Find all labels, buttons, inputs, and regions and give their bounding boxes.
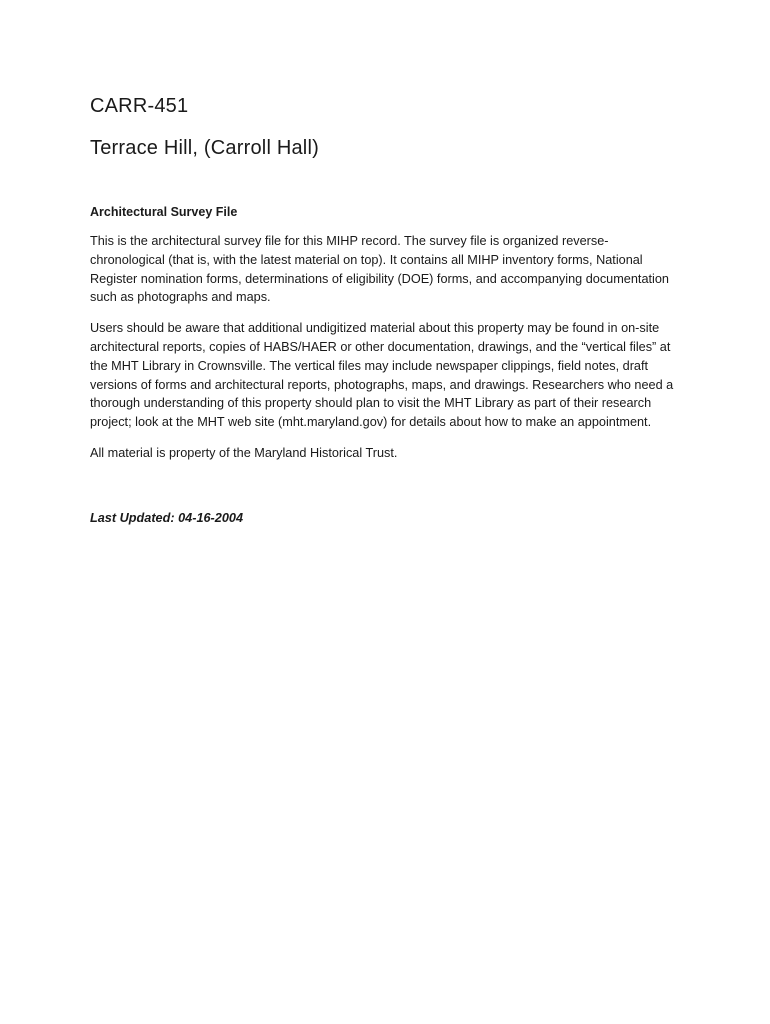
paragraph-undigitized-material-notice: Users should be aware that additional undigitized material about this property may be found in on-site architectural reports, copies of HABS/HAER or other documentation, drawings, and the “vertical files” at the MHT Library in Crownsville. The vertical files may include newspaper clippings, field notes, draft versions of forms and architectural reports, photographs, maps, and drawings. Researchers who need a thorough understanding of this property should plan to visit the MHT Library as part of their research project; look at the MHT web site (mht.maryland.gov) for details about how to make an appointment. bbox=[90, 321, 674, 430]
property-title: Terrace Hill, (Carroll Hall) bbox=[90, 137, 319, 159]
last-updated-line: Last Updated: 04-16-2004 bbox=[90, 510, 244, 525]
paragraph-survey-file-description: This is the architectural survey file for this MIHP record. The survey file is organized reverse-chronological (that is, with the latest material on top). It contains all MIHP inventory forms, National Register nomination forms, determinations of eligibility (DOE) forms, and accompanying documentation such as photographs and maps. bbox=[90, 234, 669, 305]
section-heading: Architectural Survey File bbox=[90, 205, 238, 219]
paragraph-property-of-mht: All material is property of the Maryland Historical Trust. bbox=[90, 445, 398, 460]
mihp-record-id: CARR-451 bbox=[90, 95, 189, 117]
